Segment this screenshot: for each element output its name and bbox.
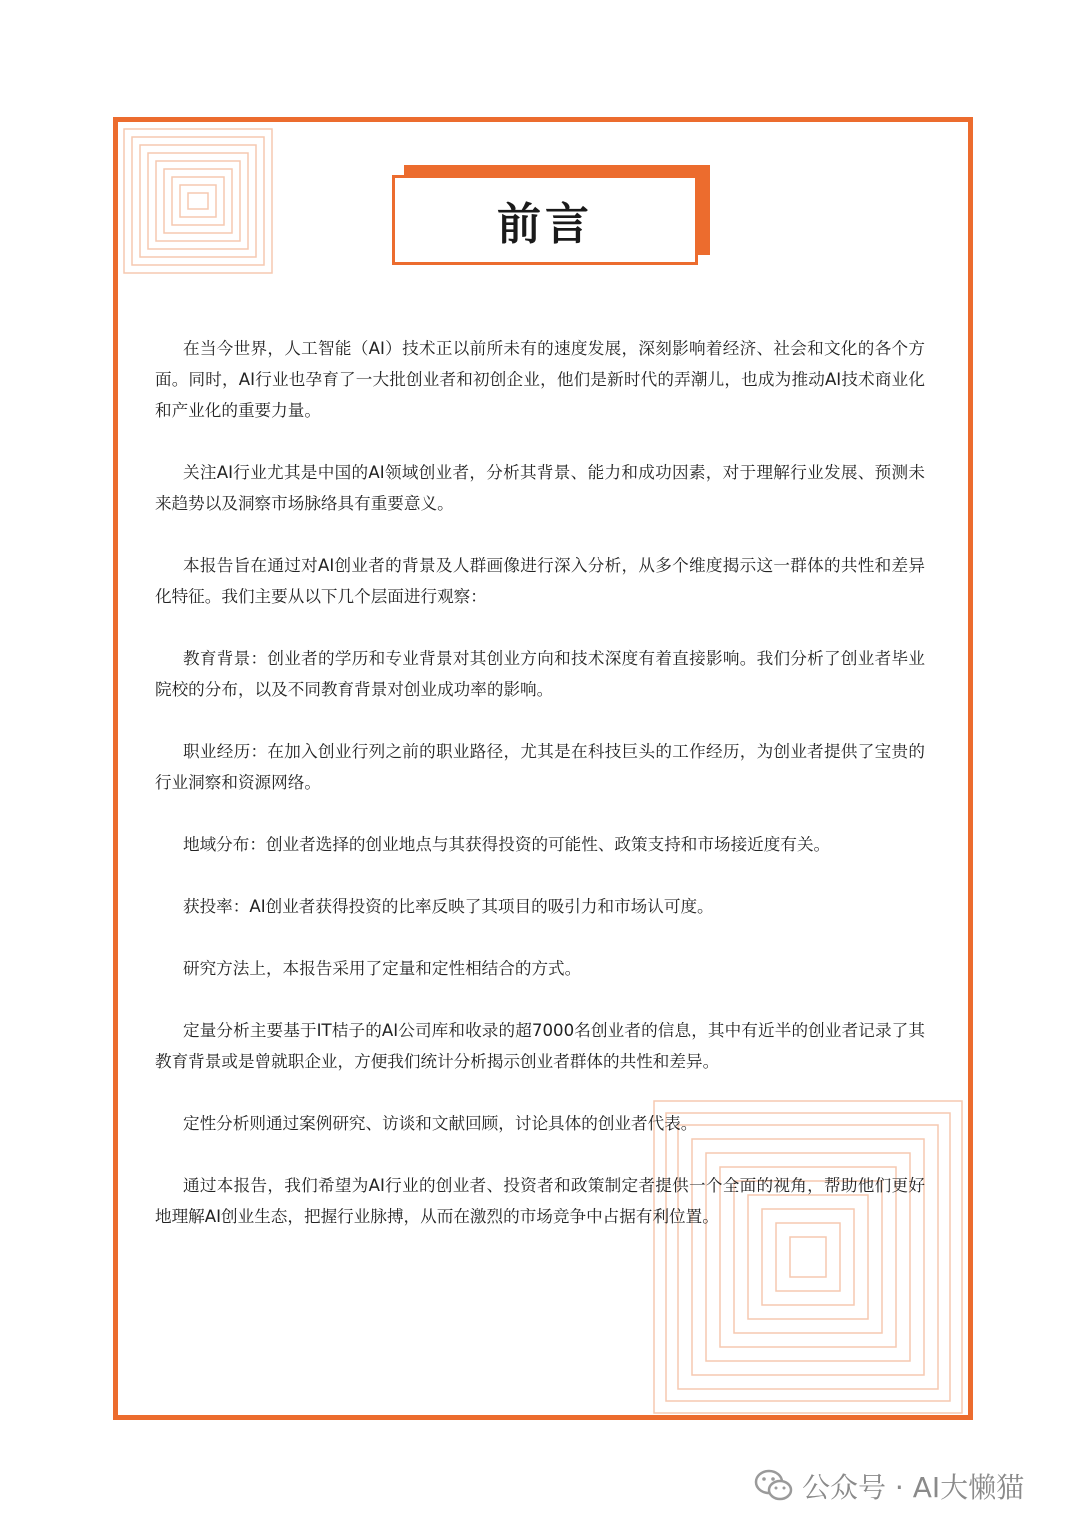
paragraph: 通过本报告，我们希望为AI行业的创业者、投资者和政策制定者提供一个全面的视角，帮助他们更好地理解AI创业生态，把握行业脉搏，从而在激烈的市场竞争中占据有利位置。 [155, 1176, 925, 1226]
paragraph: 研究方法上，本报告采用了定量和定性相结合的方式。 [183, 959, 582, 978]
paragraph: 在当今世界，人工智能（AI）技术正以前所未有的速度发展，深刻影响着经济、社会和文化的各个方面。同时，AI行业也孕育了一大批创业者和初创企业，他们是新时代的弄潮儿，也成为推动AI技术商业化和产业化的重要力量。 [155, 339, 925, 420]
paragraph: 获投率：AI创业者获得投资的比率反映了其项目的吸引力和市场认可度。 [183, 897, 714, 916]
paragraph: 地域分布：创业者选择的创业地点与其获得投资的可能性、政策支持和市场接近度有关。 [183, 835, 831, 854]
title-accent-right [698, 165, 710, 255]
page-title: 前言 [497, 199, 593, 250]
decorative-squares-top-left [122, 127, 274, 275]
paragraph: 职业经历：在加入创业行列之前的职业路径，尤其是在科技巨头的工作经历，为创业者提供了宝贵的行业洞察和资源网络。 [155, 742, 925, 792]
watermark-text: 公众号 · AI大懒猫 [802, 1471, 1025, 1504]
wechat-icon [754, 1469, 794, 1503]
body-text [155, 333, 925, 1263]
paragraph: 关注AI行业尤其是中国的AI领域创业者，分析其背景、能力和成功因素，对于理解行业发展、预测未来趋势以及洞察市场脉络具有重要意义。 [155, 463, 925, 513]
paragraph: 本报告旨在通过对AI创业者的背景及人群画像进行深入分析，从多个维度揭示这一群体的共性和差异化特征。我们主要从以下几个层面进行观察： [155, 556, 925, 606]
paragraph: 定性分析则通过案例研究、访谈和文献回顾，讨论具体的创业者代表。 [183, 1114, 698, 1133]
paragraph: 定量分析主要基于IT桔子的AI公司库和收录的超7000名创业者的信息，其中有近半的创业者记录了其教育背景或是曾就职企业，方便我们统计分析揭示创业者群体的共性和差异。 [155, 1021, 925, 1071]
title-box [392, 175, 698, 265]
paragraph: 教育背景：创业者的学历和专业背景对其创业方向和技术深度有着直接影响。我们分析了创业者毕业院校的分布，以及不同教育背景对创业成功率的影响。 [155, 649, 925, 699]
watermark [754, 1466, 1024, 1506]
